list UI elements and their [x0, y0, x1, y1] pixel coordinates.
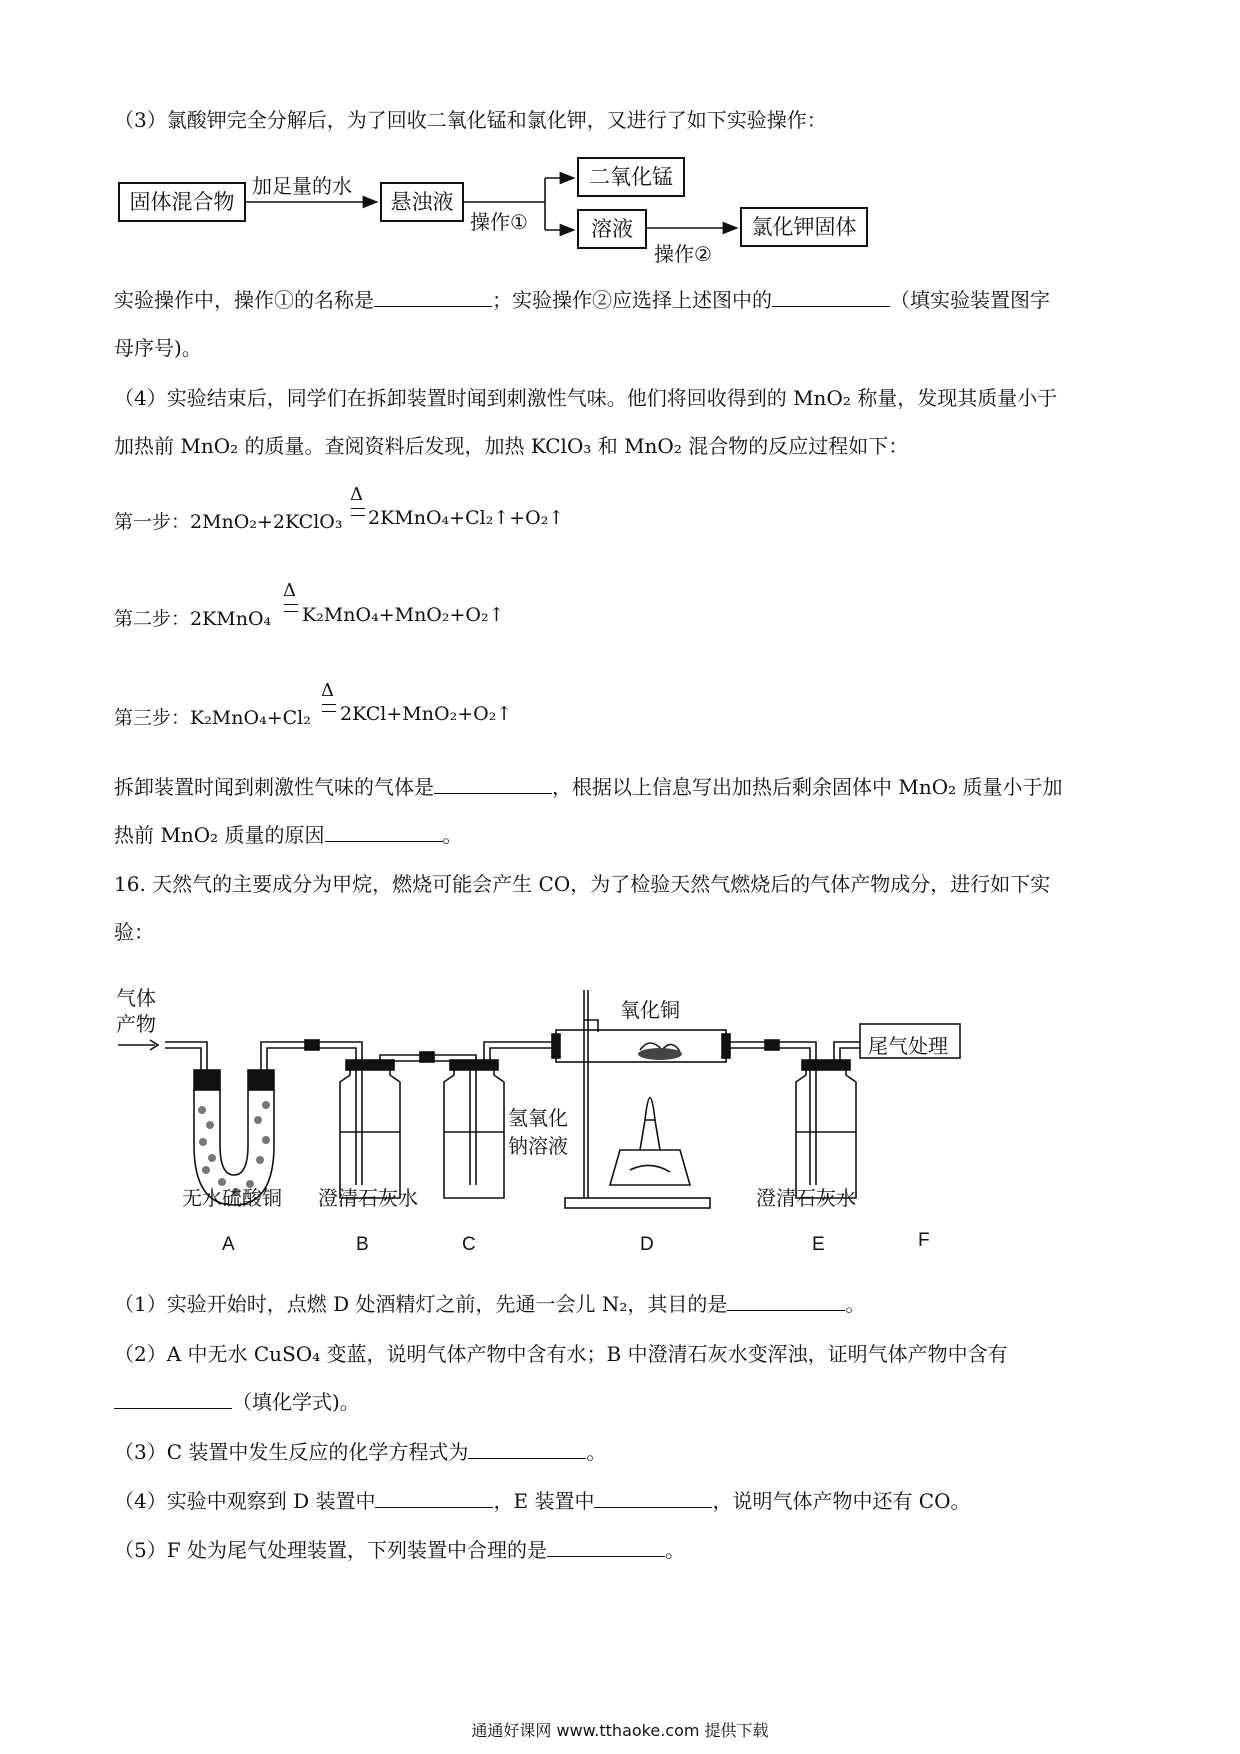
apparatus-letter-c: C: [462, 1234, 476, 1255]
flow-box-solid-mixture: 固体混合物: [118, 182, 246, 222]
q16-intro-line1: 16. 天然气的主要成分为甲烷，燃烧可能会产生 CO，为了检验天然气燃烧后的气体产物成分，进行如下实: [114, 872, 1051, 896]
q16-sub4-text-a: （4）实验中观察到 D 装置中: [114, 1489, 376, 1513]
q15-4-text-a: 拆卸装置时闻到刺激性气味的气体是: [114, 775, 434, 799]
flow-box-suspension: 悬浊液: [380, 182, 464, 222]
q15-3-question-line2: 母序号)。: [114, 336, 202, 360]
reaction-step3-right: 2KCl+MnO₂+O₂↑: [340, 703, 513, 725]
page-footer: 通通好课网 www.tthaoke.com 提供下载: [471, 1721, 769, 1740]
limewater-b-label: 澄清石灰水: [318, 1186, 418, 1210]
q16-sub5-text: （5）F 处为尾气处理装置，下列装置中合理的是: [114, 1538, 547, 1562]
q16-sub2-line2: [114, 1388, 360, 1416]
gas-product-label-2: 产物: [116, 1012, 156, 1036]
reaction-step1-left: 第一步：2MnO₂+2KClO₃: [114, 511, 343, 533]
reaction-step3-left: 第三步：K₂MnO₄+Cl₂: [114, 707, 311, 729]
reaction-step2-left: 第二步：2KMnO₄: [114, 608, 272, 630]
q15-4-line1: （4）实验结束后，同学们在拆卸装置时闻到刺激性气味。他们将回收得到的 MnO₂ 称量，发现其质量小于: [114, 386, 1058, 410]
answer-blank[interactable]: [547, 1538, 665, 1557]
q16-sub5-end: 。: [664, 1538, 685, 1562]
answer-blank[interactable]: [374, 288, 492, 307]
answer-blank[interactable]: [114, 1390, 232, 1409]
answer-blank[interactable]: [727, 1292, 845, 1311]
flow-arrows: [0, 0, 1240, 300]
q16-sub2-line1: （2）A 中无水 CuSO₄ 变蓝，说明气体产物中含有水；B 中澄清石灰水变浑浊，证明气体产物中含有: [114, 1342, 1008, 1366]
tail-gas-label: 尾气处理: [868, 1034, 948, 1058]
q16-sub4: [114, 1487, 971, 1515]
q15-4-text-d: 。: [442, 823, 463, 847]
apparatus-letter-b: B: [356, 1234, 369, 1255]
answer-blank[interactable]: [594, 1489, 712, 1508]
answer-blank[interactable]: [434, 775, 552, 794]
delta-symbol: Δ: [321, 680, 334, 701]
q16-sub3-end: 。: [586, 1440, 607, 1464]
flow-label-op1: 操作①: [470, 210, 528, 234]
delta-symbol: Δ: [283, 580, 296, 601]
q15-4-text-b: ，根据以上信息写出加热后剩余固体中 MnO₂ 质量小于加: [552, 775, 1063, 799]
answer-blank[interactable]: [375, 1489, 493, 1508]
cuso4-label: 无水硫酸铜: [182, 1186, 282, 1210]
q15-3-text-c: （填实验装置图字: [890, 288, 1050, 312]
flow-label-add-water: 加足量的水: [252, 174, 352, 198]
answer-blank[interactable]: [772, 288, 890, 307]
flow-box-solution: 溶液: [577, 209, 647, 249]
answer-blank[interactable]: [325, 823, 443, 842]
naoh-label-2: 钠溶液: [508, 1134, 568, 1158]
naoh-label-1: 氢氧化: [508, 1106, 568, 1130]
q16-sub4-text-b: ，E 装置中: [493, 1489, 595, 1513]
q15-3-text-b: ；实验操作②应选择上述图中的: [492, 288, 772, 312]
q16-sub2-text: （填化学式)。: [232, 1390, 360, 1414]
q15-3-text-a: 实验操作中，操作①的名称是: [114, 288, 374, 312]
answer-blank[interactable]: [468, 1440, 586, 1459]
equals-sign: [322, 704, 336, 712]
q16-sub5: [114, 1536, 685, 1564]
q15-3-question-line1: [114, 286, 1050, 314]
apparatus-letter-f: F: [918, 1230, 930, 1251]
q16-sub3: [114, 1438, 606, 1466]
flow-box-kcl-solid: 氯化钾固体: [740, 207, 868, 247]
flow-label-op2: 操作②: [654, 242, 712, 266]
apparatus-letter-a: A: [222, 1234, 235, 1255]
apparatus-letter-d: D: [640, 1234, 654, 1255]
flow-box-mno2: 二氧化锰: [577, 157, 685, 197]
q16-sub3-text: （3）C 装置中发生反应的化学方程式为: [114, 1440, 469, 1464]
q16-sub1-end: 。: [845, 1292, 866, 1316]
equals-sign: [351, 508, 365, 516]
gas-product-label-1: 气体: [116, 986, 156, 1010]
q15-4-question-line2: [114, 821, 463, 849]
copper-oxide-label: 氧化铜: [620, 998, 680, 1022]
delta-symbol: Δ: [350, 484, 363, 505]
q16-intro-line2: 验：: [114, 920, 154, 944]
equals-sign: [284, 604, 298, 612]
reaction-step1-right: 2KMnO₄+Cl₂↑+O₂↑: [368, 507, 565, 529]
q16-sub4-text-c: ，说明气体产物中还有 CO。: [712, 1489, 971, 1513]
reaction-step2-right: K₂MnO₄+MnO₂+O₂↑: [302, 604, 505, 626]
q15-4-question-line1: [114, 773, 1063, 801]
apparatus-letter-e: E: [812, 1234, 825, 1255]
q15-4-line2: 加热前 MnO₂ 的质量。查阅资料后发现，加热 KClO₃ 和 MnO₂ 混合物的反应过程如下：: [114, 434, 909, 458]
q16-sub1-text: （1）实验开始时，点燃 D 处酒精灯之前，先通一会儿 N₂，其目的是: [114, 1292, 728, 1316]
q16-sub1: [114, 1290, 865, 1318]
limewater-e-label: 澄清石灰水: [756, 1186, 856, 1210]
q15-4-text-c: 热前 MnO₂ 质量的原因: [114, 823, 325, 847]
q15-3-intro: （3）氯酸钾完全分解后，为了回收二氧化锰和氯化钾，又进行了如下实验操作：: [114, 108, 827, 132]
